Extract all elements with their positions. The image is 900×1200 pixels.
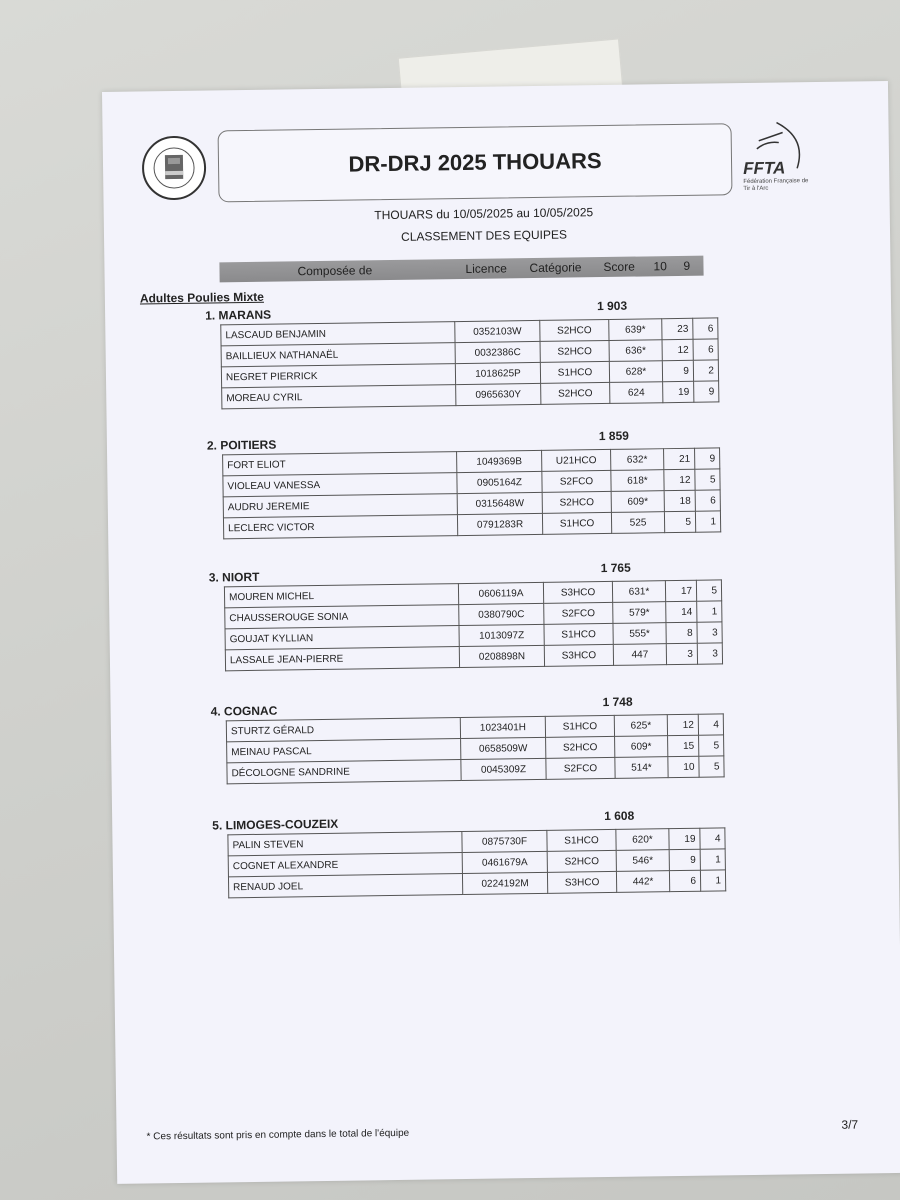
members-table bbox=[222, 447, 721, 539]
member-tens: 15 bbox=[668, 735, 699, 756]
col-composee: Composée de bbox=[297, 263, 373, 279]
footnote: * Ces résultats sont pris en compte dans le total de l'équipe bbox=[146, 1127, 410, 1143]
member-score: 625* bbox=[614, 715, 667, 737]
member-score: 620* bbox=[616, 829, 669, 851]
member-score: 525 bbox=[611, 512, 664, 534]
member-category: S2HCO bbox=[541, 382, 610, 404]
member-score: 628* bbox=[609, 361, 662, 383]
member-name: CHAUSSEROUGE SONIA bbox=[225, 605, 459, 629]
member-licence: 0965630Y bbox=[456, 383, 541, 405]
member-name: DÉCOLOGNE SANDRINE bbox=[227, 760, 461, 784]
member-tens: 5 bbox=[664, 511, 695, 532]
member-licence: 0658509W bbox=[461, 737, 546, 759]
member-nines: 9 bbox=[694, 381, 719, 402]
member-category: S2HCO bbox=[546, 736, 615, 758]
member-licence: 0905164Z bbox=[457, 471, 542, 493]
member-name: COGNET ALEXANDRE bbox=[228, 853, 462, 877]
member-score: 514* bbox=[615, 757, 668, 779]
member-score: 546* bbox=[616, 850, 669, 872]
member-nines: 5 bbox=[696, 580, 721, 601]
category-label: Adultes Poulies Mixte bbox=[139, 289, 265, 306]
team-name: 1. MARANS bbox=[205, 307, 272, 323]
member-name: GOUJAT KYLLIAN bbox=[225, 626, 459, 650]
member-score: 579* bbox=[613, 602, 666, 624]
team-total: 1 765 bbox=[600, 560, 631, 576]
member-nines: 1 bbox=[700, 870, 725, 891]
member-nines: 1 bbox=[700, 849, 725, 870]
member-licence: 0224192M bbox=[462, 872, 547, 894]
member-licence: 1049369B bbox=[457, 450, 542, 472]
team-name: 2. POITIERS bbox=[206, 437, 277, 453]
member-category: S2FCO bbox=[546, 757, 615, 779]
member-licence: 0208898N bbox=[459, 645, 544, 667]
member-category: S2HCO bbox=[540, 340, 609, 362]
team-block bbox=[206, 428, 727, 534]
title-box bbox=[218, 123, 733, 202]
member-score: 609* bbox=[615, 736, 668, 758]
ffta-logo-subtext: Fédération Française de Tir à l'Arc bbox=[743, 178, 809, 193]
member-name: MEINAU PASCAL bbox=[227, 739, 461, 763]
member-licence: 0380790C bbox=[459, 603, 544, 625]
member-nines: 9 bbox=[695, 448, 720, 469]
team-total: 1 748 bbox=[602, 694, 633, 710]
team-total: 1 608 bbox=[604, 808, 635, 824]
results-sheet bbox=[102, 81, 900, 1184]
member-licence: 1023401H bbox=[460, 716, 545, 738]
member-name: BAILLIEUX NATHANAËL bbox=[221, 343, 455, 367]
member-nines: 6 bbox=[693, 339, 718, 360]
team-block bbox=[208, 560, 729, 666]
member-nines: 5 bbox=[695, 469, 720, 490]
team-name: 5. LIMOGES-COUZEIX bbox=[212, 816, 339, 833]
member-category: S1HCO bbox=[542, 512, 611, 534]
members-table bbox=[227, 827, 726, 898]
member-licence: 0315648W bbox=[457, 492, 542, 514]
member-score: 609* bbox=[611, 491, 664, 513]
member-name: FORT ELIOT bbox=[223, 452, 457, 476]
member-nines: 6 bbox=[693, 318, 718, 339]
member-score: 631* bbox=[612, 581, 665, 603]
member-nines: 5 bbox=[699, 735, 724, 756]
member-category: S1HCO bbox=[540, 361, 609, 383]
member-licence: 0606119A bbox=[458, 582, 543, 604]
ffta-logo-text: FFTA bbox=[742, 158, 786, 179]
member-tens: 14 bbox=[666, 601, 697, 622]
club-logo-icon bbox=[141, 135, 208, 202]
col-score: Score bbox=[603, 259, 635, 275]
member-nines: 5 bbox=[699, 756, 724, 777]
member-licence: 0461679A bbox=[462, 851, 547, 873]
page-subtitle: CLASSEMENT DES EQUIPES bbox=[401, 227, 568, 244]
member-licence: 0352103W bbox=[455, 320, 540, 342]
team-block bbox=[212, 808, 732, 893]
member-category: S2HCO bbox=[542, 491, 611, 513]
col-nine: 9 bbox=[683, 258, 691, 273]
team-block bbox=[210, 694, 731, 779]
member-licence: 0791283R bbox=[457, 513, 542, 535]
member-name: RENAUD JOEL bbox=[228, 874, 462, 898]
member-category: S1HCO bbox=[547, 829, 616, 851]
member-tens: 19 bbox=[663, 381, 694, 402]
member-category: S3HCO bbox=[544, 644, 613, 666]
member-tens: 19 bbox=[669, 828, 700, 849]
team-total: 1 859 bbox=[598, 428, 629, 444]
col-licence: Licence bbox=[465, 261, 507, 276]
member-nines: 1 bbox=[697, 601, 722, 622]
member-nines: 6 bbox=[695, 490, 720, 511]
member-name: VIOLEAU VANESSA bbox=[223, 473, 457, 497]
col-categorie: Catégorie bbox=[529, 260, 582, 276]
member-score: 639* bbox=[609, 319, 662, 341]
member-tens: 12 bbox=[664, 469, 695, 490]
member-tens: 9 bbox=[669, 849, 700, 870]
member-licence: 0045309Z bbox=[461, 758, 546, 780]
member-category: S2HCO bbox=[547, 850, 616, 872]
member-licence: 0032386C bbox=[455, 341, 540, 363]
member-tens: 9 bbox=[662, 360, 693, 381]
column-header-bar bbox=[219, 256, 703, 283]
member-nines: 2 bbox=[693, 360, 718, 381]
member-name: LASSALE JEAN-PIERRE bbox=[225, 647, 459, 671]
member-score: 447 bbox=[613, 644, 666, 666]
member-category: S3HCO bbox=[547, 871, 616, 893]
member-score: 618* bbox=[611, 470, 664, 492]
team-total: 1 903 bbox=[596, 298, 628, 314]
member-score: 632* bbox=[611, 449, 664, 471]
page-title: DR-DRJ 2025 THOUARS bbox=[348, 148, 602, 177]
member-name: LASCAUD BENJAMIN bbox=[221, 322, 455, 346]
member-category: S3HCO bbox=[543, 581, 612, 603]
member-category: S2FCO bbox=[542, 470, 611, 492]
member-nines: 3 bbox=[697, 622, 722, 643]
member-category: S2FCO bbox=[544, 602, 613, 624]
team-block bbox=[205, 298, 725, 404]
member-nines: 4 bbox=[698, 714, 723, 735]
member-name: PALIN STEVEN bbox=[228, 832, 462, 856]
member-tens: 18 bbox=[664, 490, 695, 511]
member-tens: 12 bbox=[662, 339, 693, 360]
member-name: MOUREN MICHEL bbox=[224, 584, 458, 608]
member-licence: 1018625P bbox=[455, 362, 540, 384]
member-tens: 10 bbox=[668, 756, 699, 777]
members-table bbox=[224, 579, 723, 671]
members-table bbox=[226, 713, 725, 784]
member-tens: 3 bbox=[666, 643, 697, 664]
team-name: 3. NIORT bbox=[208, 569, 260, 585]
member-name: MOREAU CYRIL bbox=[222, 385, 456, 409]
member-nines: 1 bbox=[695, 511, 720, 532]
page-number: 3/7 bbox=[841, 1117, 859, 1132]
member-name: STURTZ GÉRALD bbox=[226, 718, 460, 742]
member-category: S1HCO bbox=[544, 623, 613, 645]
member-tens: 23 bbox=[662, 318, 693, 339]
team-name: 4. COGNAC bbox=[210, 703, 278, 719]
col-ten: 10 bbox=[653, 259, 667, 274]
members-table bbox=[220, 317, 719, 409]
member-category: S2HCO bbox=[540, 319, 609, 341]
member-tens: 17 bbox=[665, 580, 696, 601]
member-tens: 8 bbox=[666, 622, 697, 643]
member-score: 555* bbox=[613, 623, 666, 645]
member-category: U21HCO bbox=[542, 449, 611, 471]
member-nines: 4 bbox=[700, 828, 725, 849]
member-name: NEGRET PIERRICK bbox=[221, 364, 455, 388]
member-licence: 1013097Z bbox=[459, 624, 544, 646]
member-tens: 6 bbox=[669, 870, 700, 891]
member-name: LECLERC VICTOR bbox=[223, 515, 457, 539]
member-score: 624 bbox=[610, 382, 663, 404]
member-tens: 21 bbox=[664, 448, 695, 469]
member-score: 636* bbox=[609, 340, 662, 362]
member-tens: 12 bbox=[667, 714, 698, 735]
member-name: AUDRU JEREMIE bbox=[223, 494, 457, 518]
member-score: 442* bbox=[616, 871, 669, 893]
member-nines: 3 bbox=[697, 643, 722, 664]
member-licence: 0875730F bbox=[462, 830, 547, 852]
competition-dates: THOUARS du 10/05/2025 au 10/05/2025 bbox=[374, 205, 594, 223]
member-category: S1HCO bbox=[545, 715, 614, 737]
